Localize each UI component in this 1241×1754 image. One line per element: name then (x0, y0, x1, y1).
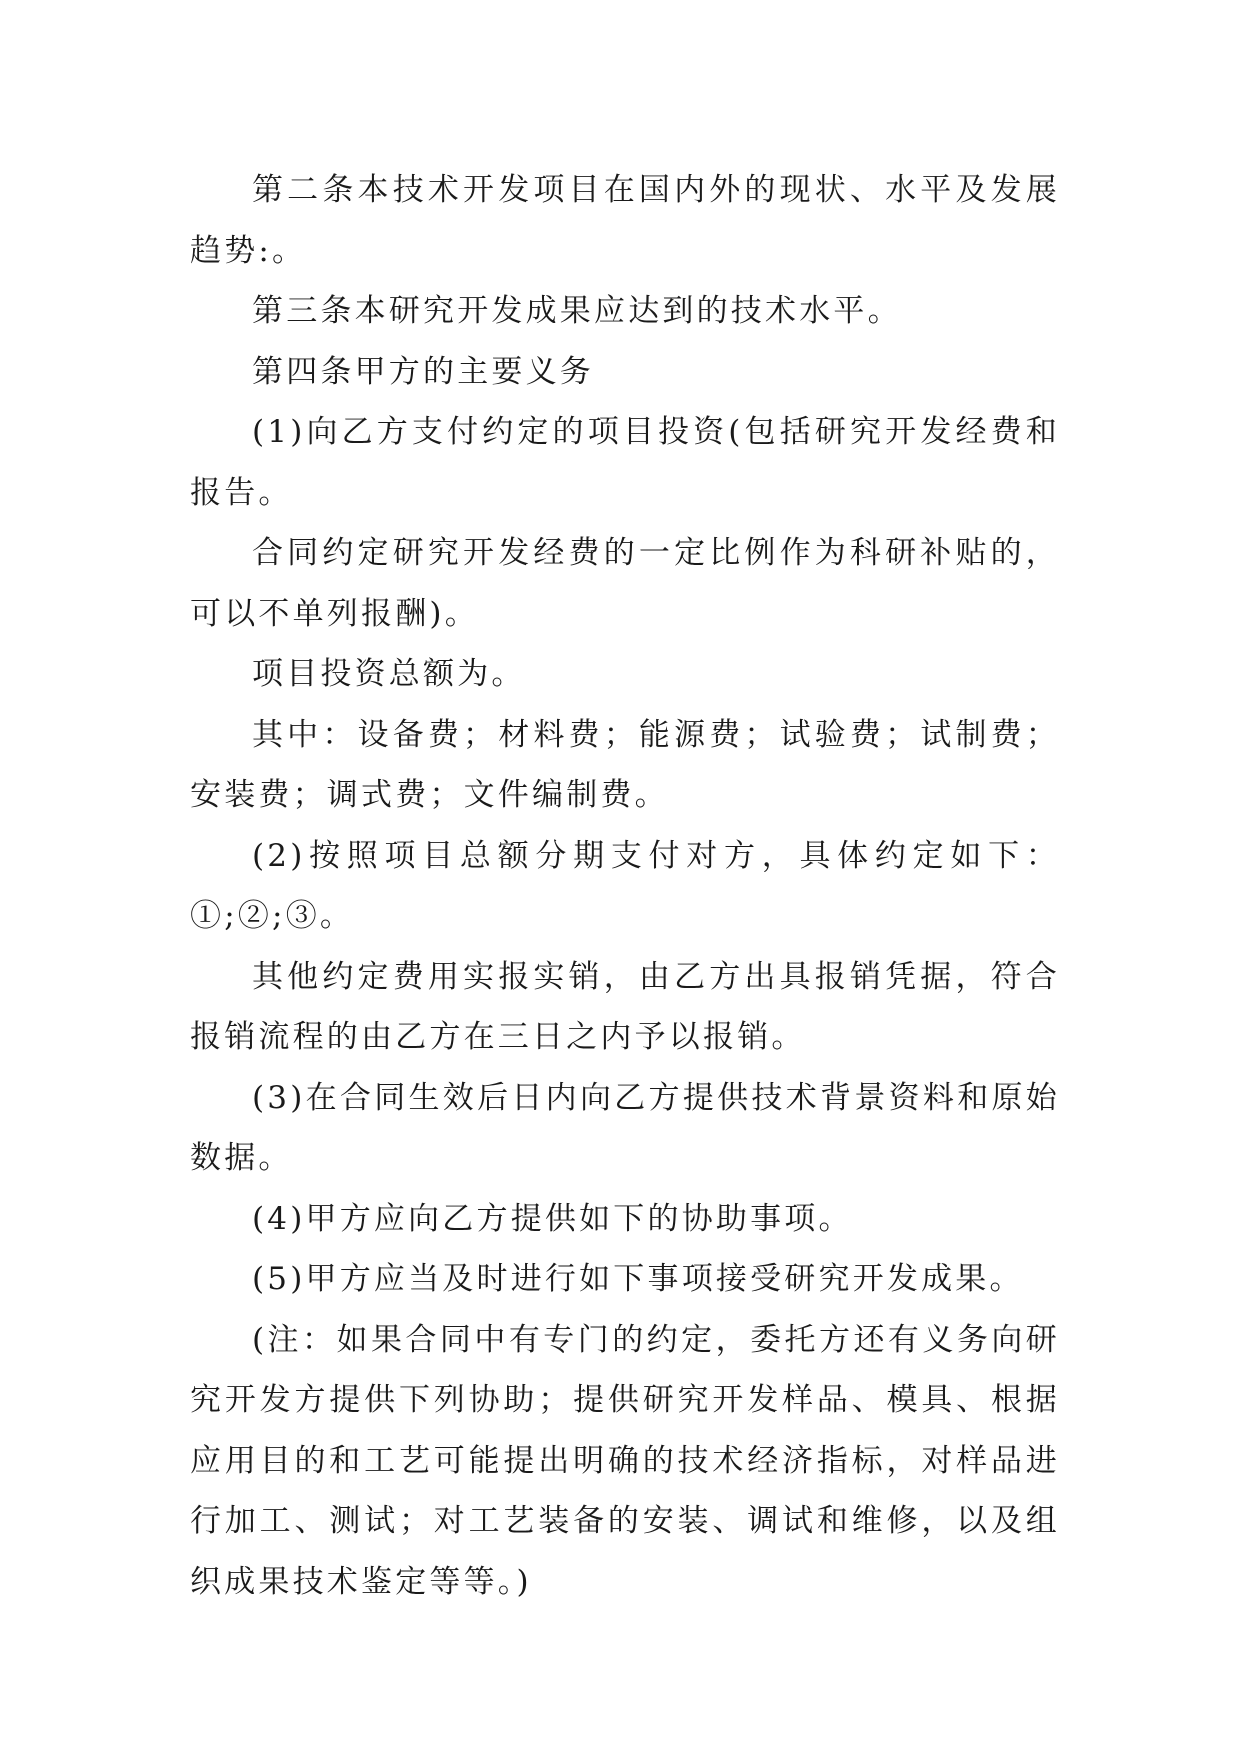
paragraph-item-4: (4)甲方应向乙方提供如下的协助事项。 (252, 1200, 853, 1237)
paragraph-article-4-heading: 第四条甲方的主要义务 (252, 353, 594, 390)
paragraph-article-2: 第二条本技术开发项目在国内外的现状、水平及发展趋势:。 (190, 172, 1060, 269)
document-body (190, 160, 1060, 1612)
paragraph-total-investment: 项目投资总额为。 (252, 656, 526, 692)
paragraph-funding-ratio: 合同约定研究开发经费的一定比例作为科研补贴的，可以不单列报酬)。 (190, 535, 1060, 632)
paragraph-reimbursement: 其他约定费用实报实销，由乙方出具报销凭据，符合报销流程的由乙方在三日之内予以报销。 (190, 958, 1060, 1055)
paragraph-item-3: (3)在合同生效后日内向乙方提供技术背景资料和原始数据。 (190, 1079, 1060, 1176)
paragraph-item-1: (1)向乙方支付约定的项目投资(包括研究开发经费和报告。 (190, 414, 1060, 511)
paragraph-article-3: 第三条本研究开发成果应达到的技术水平。 (252, 293, 902, 329)
paragraph-note: (注：如果合同中有专门的约定，委托方还有义务向研究开发方提供下列协助；提供研究开发样品、模具、根据应用目的和工艺可能提出明确的技术经济指标，对样品进行加工、测试；对工艺装备的安装、调试和维修，以及组织成果技术鉴定等等。) (190, 1321, 1060, 1600)
paragraph-cost-breakdown: 其中：设备费；材料费；能源费；试验费；试制费；安装费；调式费；文件编制费。 (190, 716, 1060, 813)
paragraph-item-5: (5)甲方应当及时进行如下事项接受研究开发成果。 (252, 1261, 1024, 1297)
paragraph-item-2: (2)按照项目总额分期支付对方，具体约定如下：①;②;③。 (190, 837, 1060, 934)
